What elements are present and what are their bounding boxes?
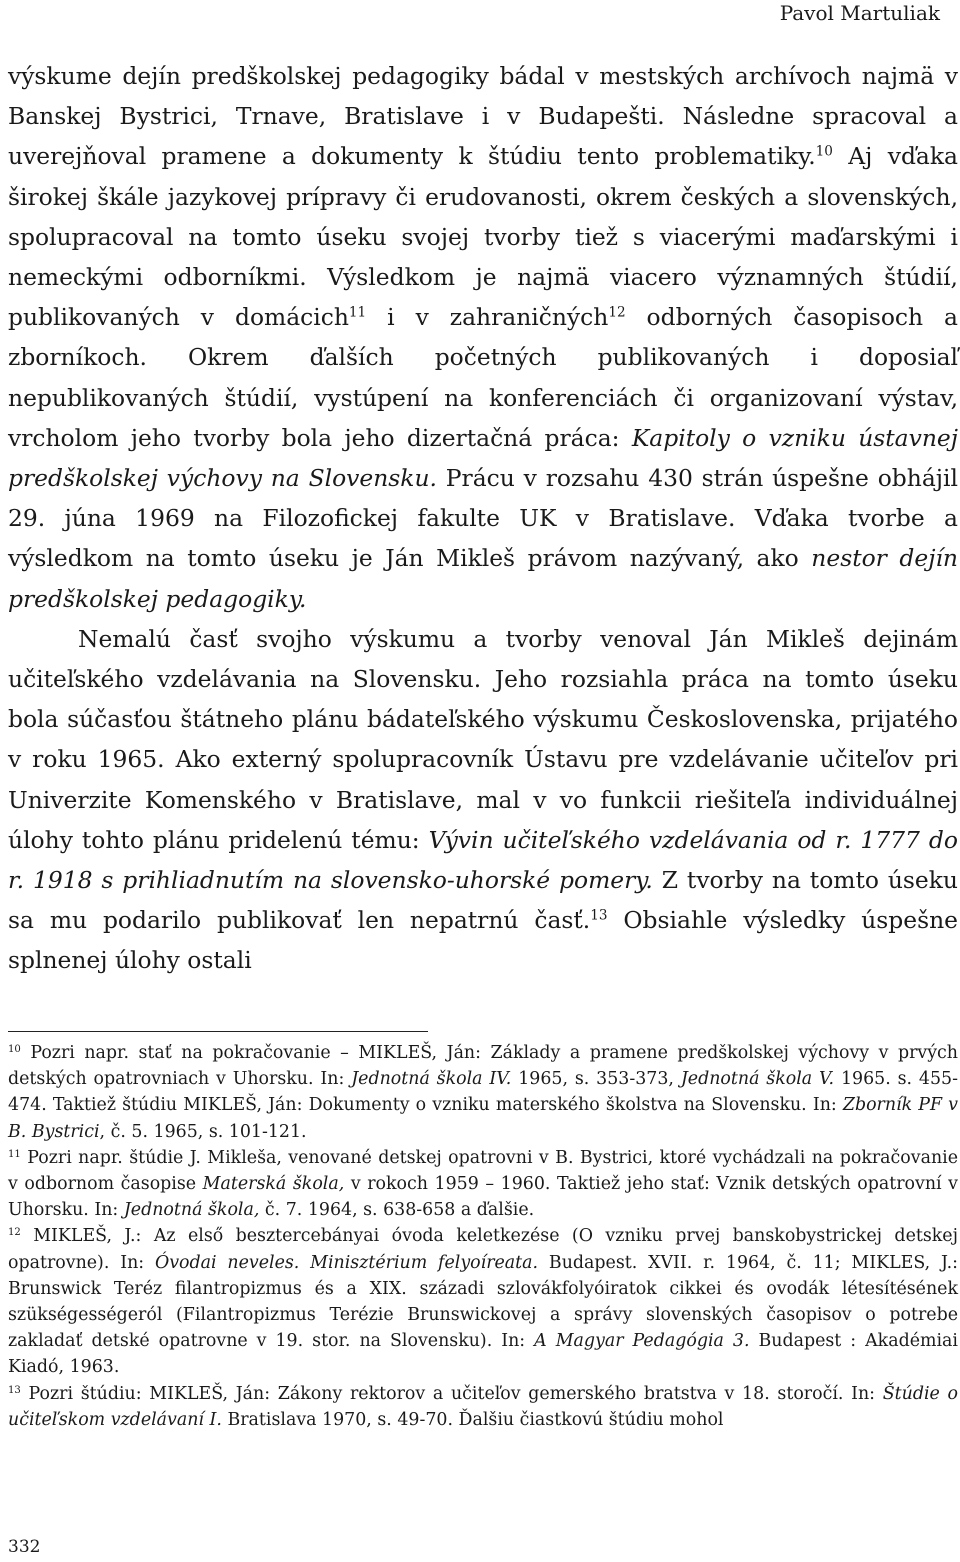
main-text — [8, 56, 958, 981]
text-run: Pozri štúdiu: MIKLEŠ, Ján: Zákony rektorov a učiteľov gemerského bratstva v 18. storočí. In: — [20, 1383, 883, 1404]
italic-phrase: nestor dejín predškolskej pedagogiky. — [8, 544, 958, 613]
footnote-13 — [8, 1381, 958, 1433]
page-number: 332 — [8, 1537, 41, 1557]
footnote-ref-13[interactable]: 13 — [590, 907, 608, 924]
paragraph-1 — [8, 56, 958, 619]
text-run: č. 7. 1964, s. 638-658 a ďalšie. — [259, 1200, 535, 1221]
text-run: , č. 5. 1965, s. 101-121. — [99, 1121, 307, 1142]
footnote-number: 12 — [8, 1227, 21, 1239]
text-run: v rokoch 1959 – 1960. Taktiež jeho stať: Vznik detských opatrovní v Uhorsku. In: — [8, 1174, 958, 1221]
footnote-ref-12[interactable]: 12 — [608, 304, 626, 321]
text-run: i v zahraničných — [366, 303, 609, 332]
footnote-ref-10[interactable]: 10 — [815, 144, 833, 160]
italic-title: Zborník PF v B. Bystrici — [8, 1095, 958, 1142]
text-run: 1965. s. 455-474. Taktiež štúdiu MIKLEŠ, Ján: Dokumenty o vzniku materského školstva na Slovensku. In: — [8, 1069, 958, 1116]
footnote-ref-11[interactable]: 11 — [348, 304, 367, 321]
text-run: MIKLEŠ, J.: Az első besztercebányai óvoda keletkezése (O vzniku prvej banskobystrickej detskej opatrovne). In: — [8, 1226, 958, 1273]
header-author: Pavol Martuliak — [779, 1, 940, 25]
italic-title: A Magyar Pedagógia 3. — [534, 1331, 750, 1352]
dissertation-title: Kapitoly o vzniku ústavnej predškolskej výchovy na Slovensku. — [8, 423, 958, 493]
footnote-12 — [8, 1223, 958, 1380]
text-run: Aj vďaka širokej škále jazykovej prípravy či erudovanosti, okrem českých a slovenských, spolupracoval na tomto úseku svojej tvorby tiež s viacerými maďarskými i nemeckými odborníkmi. Výsledkom je najmä viacero významných štúdií, publikovaných v domácich — [8, 142, 958, 332]
italic-title: Jednotná škola IV. — [351, 1069, 512, 1090]
footnote-10 — [8, 1040, 958, 1145]
footnote-number: 13 — [8, 1384, 21, 1396]
text-run: Pozri napr. stať na pokračovanie – MIKLEŠ, Ján: Základy a pramene predškolskej výchovy v prvých detských opatrovniach v Uhorsku. In: — [8, 1043, 958, 1090]
text-run: Z tvorby na tomto úseku sa mu podarilo publikovať len nepatrnú časť. — [8, 866, 958, 935]
italic-title: Štúdie o učiteľskom vzdelávaní I. — [8, 1383, 958, 1430]
text-run: výskume dejín predškolskej pedagogiky bádal v mestských archívoch najmä v Banskej Bystrici, Trnave, Bratislave i v Budapešti. Následne spracoval a uverejňoval pramene a dokumenty k štúdiu tento problematiky. — [8, 62, 958, 171]
running-header — [0, 0, 960, 26]
footnote-11 — [8, 1145, 958, 1224]
topic-title: Vývin učiteľského vzdelávania od r. 1777 do r. 1918 s prihliadnutím na slovensko-uhorské pomery. — [8, 825, 958, 895]
text-run: Pozri napr. štúdie J. Mikleša, venované detskej opatrovni v B. Bystrici, ktoré vychádzali na pokračovanie v odbornom časopise — [8, 1147, 958, 1195]
text-run: Budapest : Akadémiai Kiadó, 1963. — [8, 1331, 958, 1378]
italic-title: Materská škola, — [202, 1174, 345, 1195]
footnotes — [8, 1040, 958, 1433]
text-run: Budapest. XVII. r. 1964, č. 11; MIKLES, J.: Brunswick Teréz filantropizmus és a XIX. századi szlovákfolyóiratok cikkei és ovodák létesítésének szükségességeról (Filantropizmus Terézie Brunswickovej a správy slovenských časopisov o potrebe zakladať detské opatrovne v 19. stor. na Slovensku). In: — [8, 1252, 958, 1352]
italic-title: Jednotná škola, — [123, 1200, 260, 1221]
text-run: Prácu v rozsahu 430 strán úspešne obhájil 29. júna 1969 na Filozofickej fakulte UK v Bratislave. Vďaka tvorbe a výsledkom na tomto úseku je Ján Mikleš právom nazývaný, ako — [8, 464, 958, 573]
text-run: odborných časopisoch a zborníkoch. Okrem ďalších početných publikovaných i doposiaľ nepublikovaných štúdií, vystúpení na konferenciách či organizovaní výstav, vrcholom jeho tvorby bola jeho dizertačná práca: — [8, 303, 958, 452]
text-run: Bratislava 1970, s. 49-70. Ďalšiu čiastkovú štúdiu mohol — [221, 1409, 724, 1430]
italic-title: Jednotná škola V. — [680, 1069, 835, 1090]
text-run: 1965, s. 353-373, — [511, 1069, 681, 1090]
italic-title: Óvodai neveles. Minisztérium felyoíreata. — [154, 1252, 539, 1273]
text-run: Obsiahle výsledky úspešne splnenej úlohy ostali — [8, 906, 958, 975]
footnote-number: 10 — [8, 1043, 21, 1055]
footnote-separator — [8, 1031, 428, 1032]
paragraph-2 — [8, 619, 958, 981]
text-run: Nemalú časť svojho výskumu a tvorby venoval Ján Mikleš dejinám učiteľského vzdelávania na Slovensku. Jeho rozsiahla práca na tomto úseku bola súčasťou štátneho plánu bádateľského výskumu Československa, prijatého v roku 1965. Ako externý spolupracovník Ústavu pre vzdelávanie učiteľov pri Univerzite Komenského v Bratislave, mal v vo funkcii riešiteľa individuálnej úlohy tohto plánu pridelenú tému: — [8, 624, 958, 854]
footnote-number: 11 — [8, 1148, 21, 1160]
